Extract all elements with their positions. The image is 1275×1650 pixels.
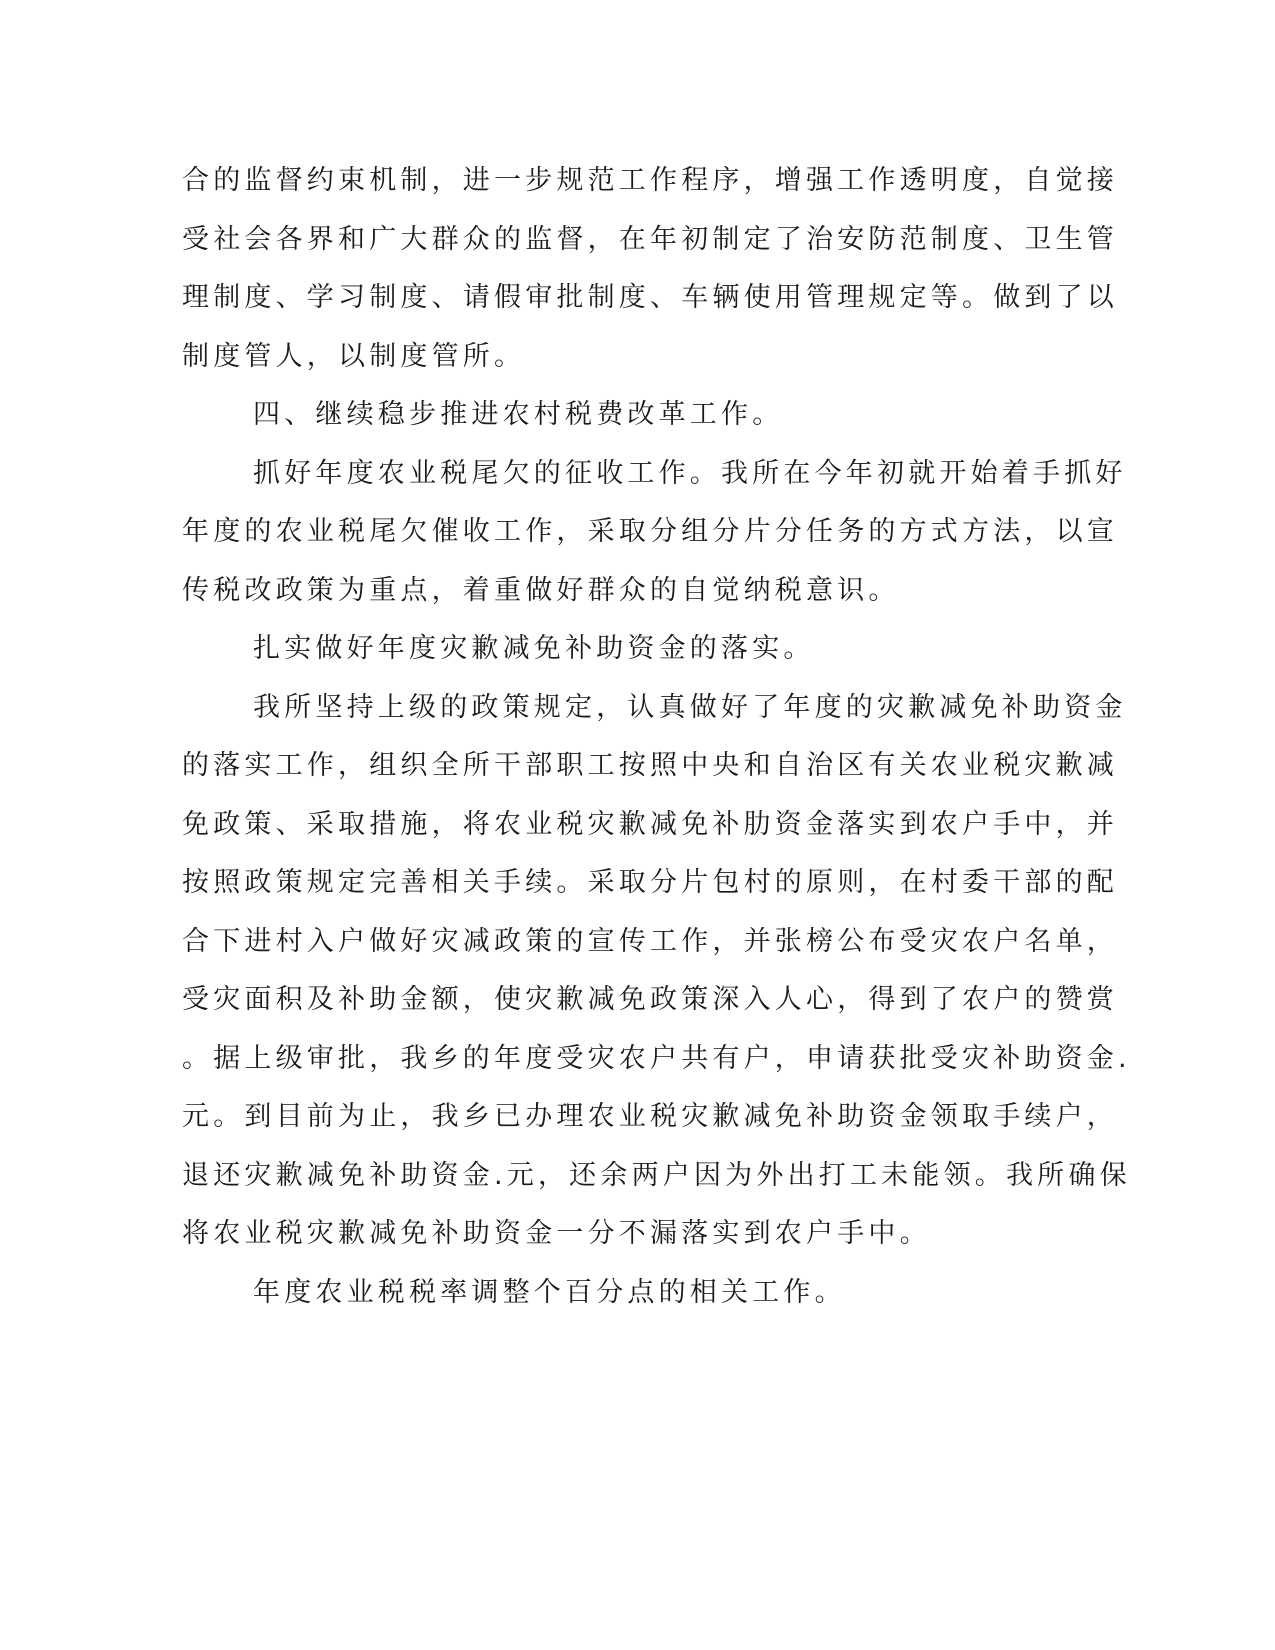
text-line: 的落实工作，组织全所干部职工按照中央和自治区有关农业税灾歉减 [182,750,1118,781]
text-line: 合的监督约束机制，进一步规范工作程序，增强工作透明度，自觉接 [182,165,1118,196]
text-line: 年度的农业税尾欠催收工作，采取分组分片分任务的方式方法，以宣 [182,516,1118,547]
text-line: 受灾面积及补助金额，使灾歉减免政策深入人心，得到了农户的赞赏 [182,984,1118,1015]
text-line: 年度农业税税率调整个百分点的相关工作。 [253,1276,846,1308]
body-text [182,152,1131,1322]
text-line: 扎实做好年度灾歉减免补助资金的落实。 [253,633,815,664]
text-line: 受社会各界和广大群众的监督，在年初制定了治安防范制度、卫生管 [182,223,1118,255]
text-line: 合下进村入户做好灾减政策的宣传工作，并张榜公布受灾农户名单， [182,925,1118,957]
text-line: 制度管人，以制度管所。 [182,340,526,372]
section-heading: 四、继续稳步推进农村税费改革工作。 [253,399,784,430]
text-line: 免政策、采取措施，将农业税灾歉减免补肋资金落实到农户手中，并 [182,808,1118,840]
text-line: 我所坚持上级的政策规定，认真做好了年度的灾歉减免补助资金 [253,691,1127,723]
text-line: 理制度、学习制度、请假审批制度、车辆使用管理规定等。做到了以 [182,282,1118,313]
text-line: 将农业税灾歉减免补助资金一分不漏落实到农户手中。 [182,1218,931,1249]
text-line: 按照政策规定完善相关手续。采取分片包村的原则，在村委干部的配 [182,867,1118,898]
text-line: 传税改政策为重点，着重做好群众的自觉纳税意识。 [182,574,900,606]
text-line: 元。到目前为止，我乡已办理农业税灾歉减免补助资金领取手续户， [182,1101,1118,1132]
text-line: 抓好年度农业税尾欠的征收工作。我所在今年初就开始着手抓好 [253,457,1127,489]
text-line: 退还灾歉减免补助资金.元，还余两户因为外出打工未能领。我所确保 [182,1159,1131,1191]
text-line: 。据上级审批，我乡的年度受灾农户共有户，申请获批受灾补助资金. [182,1042,1131,1074]
